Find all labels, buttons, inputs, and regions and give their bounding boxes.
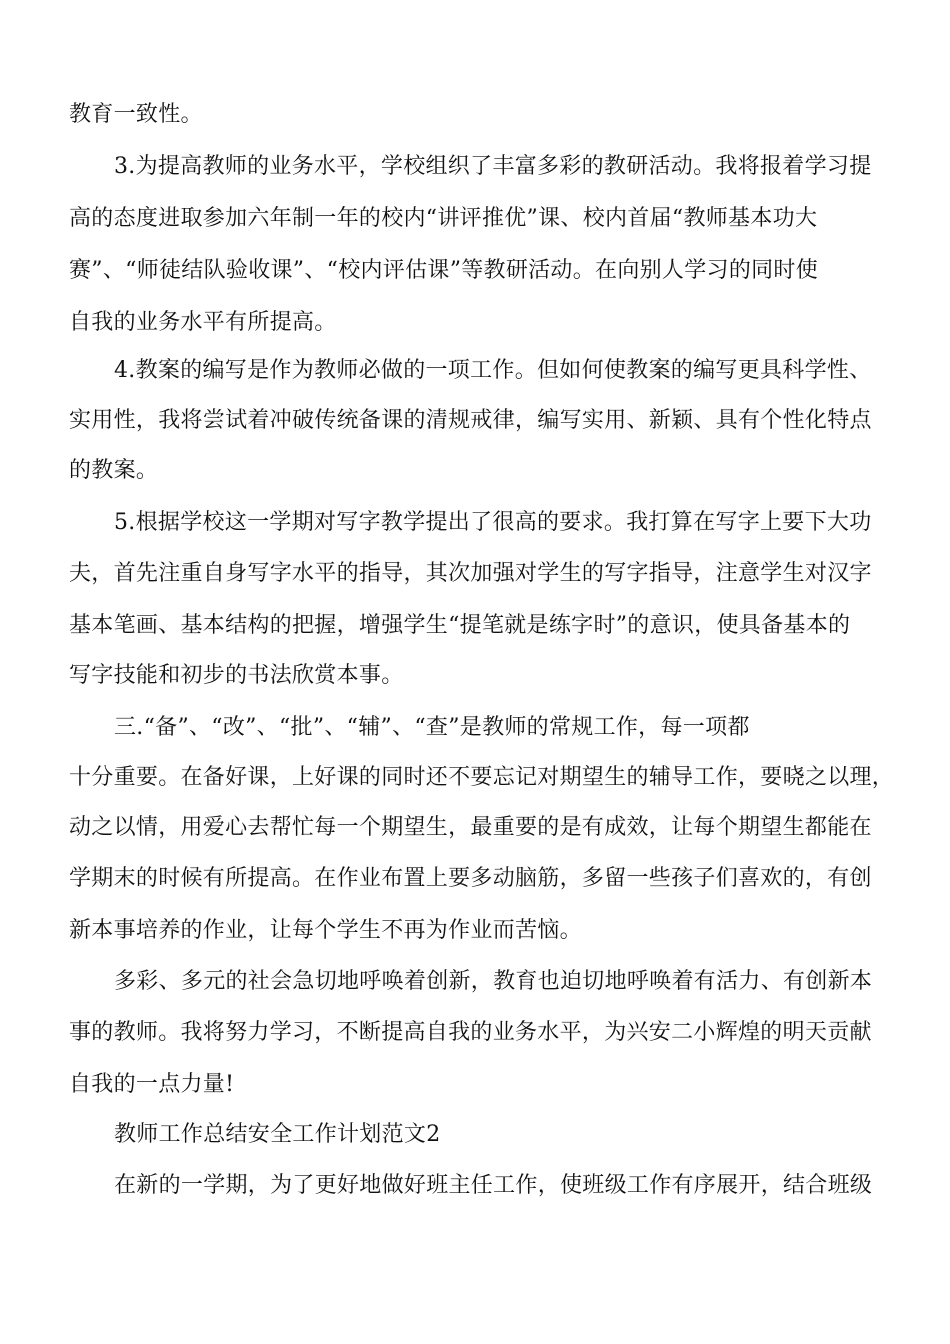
text-line: 基本笔画、基本结构的把握，增强学生“提笔就是练字时”的意识，使具备基本的 [69,613,851,638]
text-line: 的教案。 [69,458,159,483]
text-line: 三.“备”、“改”、“批”、“辅”、“查”是教师的常规工作，每一项都 [114,715,750,740]
text-line: 新本事培养的作业，让每个学生不再为作业而苦恼。 [69,918,582,943]
text-line: 多彩、多元的社会急切地呼唤着创新，教育也迫切地呼唤着有活力、有创新本 [114,969,873,994]
text-line: 写字技能和初步的书法欣赏本事。 [69,663,404,688]
text-line: 高的态度进取参加六年制一年的校内“讲评推优”课、校内首届“教师基本功大 [69,206,818,231]
text-line: 赛”、“师徒结队验收课”、“校内评估课”等教研活动。在向别人学习的同时使 [69,258,819,283]
text-line: 动之以情，用爱心去帮忙每一个期望生，最重要的是有成效，让每个期望生都能在 [69,815,872,840]
text-line: 自我的一点力量! [69,1072,235,1097]
text-line: 4.教案的编写是作为教师必做的一项工作。但如何使教案的编写更具科学性、 [114,358,872,383]
text-line: 教育一致性。 [69,102,203,127]
text-line: 在新的一学期，为了更好地做好班主任工作，使班级工作有序展开，结合班级 [114,1173,873,1198]
text-line: 实用性，我将尝试着冲破传统备课的清规戒律，编写实用、新颖、具有个性化特点 [69,408,872,433]
text-line: 夫，首先注重自身写字水平的指导，其次加强对学生的写字指导，注意学生对汉字 [69,561,872,586]
section-heading: 教师工作总结安全工作计划范文2 [114,1122,441,1147]
text-line: 自我的业务水平有所提高。 [69,310,337,335]
text-line: 十分重要。在备好课，上好课的同时还不要忘记对期望生的辅导工作，要晓之以理， [69,765,895,790]
text-line: 5.根据学校这一学期对写字教学提出了很高的要求。我打算在写字上要下大功 [114,510,872,535]
text-line: 学期末的时候有所提高。在作业布置上要多动脑筋，多留一些孩子们喜欢的，有创 [69,866,872,891]
text-line: 事的教师。我将努力学习，不断提高自我的业务水平，为兴安二小辉煌的明天贡献 [69,1020,872,1045]
text-line: 3.为提高教师的业务水平，学校组织了丰富多彩的教研活动。我将报着学习提 [114,154,872,179]
